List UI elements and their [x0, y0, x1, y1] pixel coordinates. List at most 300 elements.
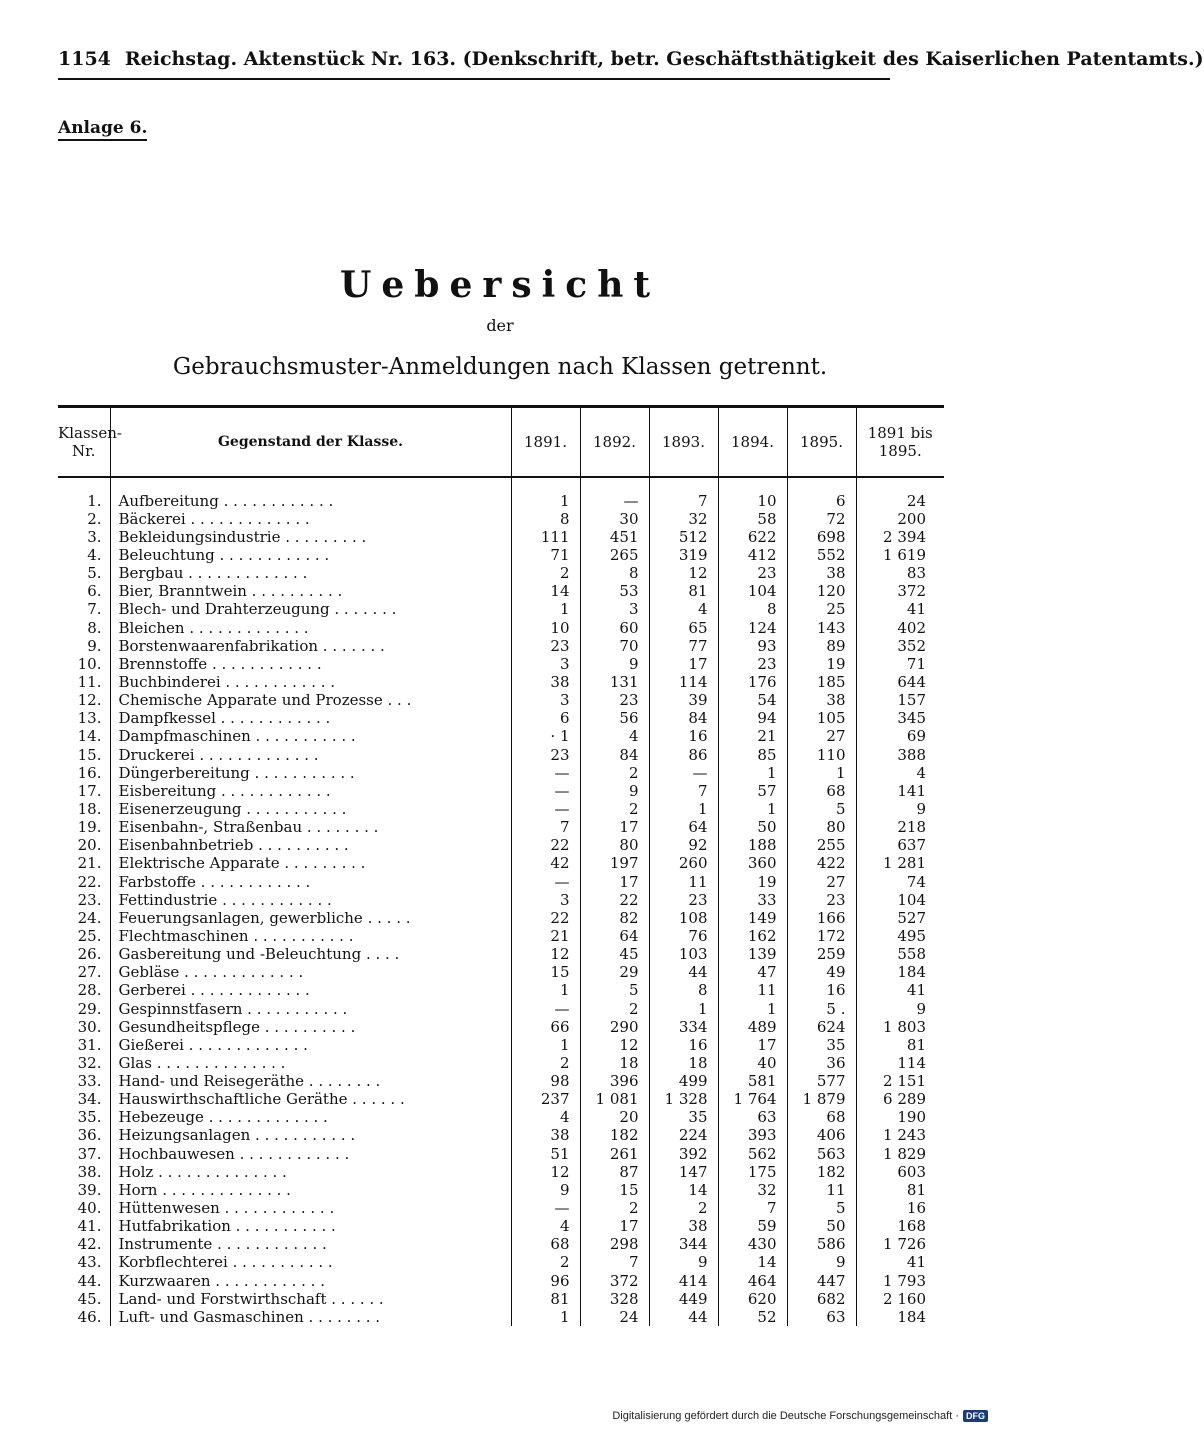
cell-1895: 9	[787, 1253, 856, 1271]
table-row	[58, 963, 944, 981]
cell-1892: 17	[580, 1217, 649, 1235]
cell-1894: 1	[718, 764, 787, 782]
row-nr: 1.	[58, 492, 110, 510]
cell-1892: 56	[580, 709, 649, 727]
cell-1891: 23	[511, 637, 580, 655]
cell-1891: 4	[511, 1217, 580, 1235]
cell-1893: 224	[649, 1126, 718, 1144]
cell-1893: 65	[649, 618, 718, 636]
cell-1891: 1	[511, 981, 580, 999]
cell-1894: 430	[718, 1235, 787, 1253]
table-row	[58, 1181, 944, 1199]
table-row	[58, 564, 944, 582]
cell-1892: 197	[580, 854, 649, 872]
row-name: Eisenbahn-, Straßenbau . . . . . . . .	[110, 818, 511, 836]
cell-1892: 2	[580, 999, 649, 1017]
cell-1895: 36	[787, 1054, 856, 1072]
cell-1894: 11	[718, 981, 787, 999]
cell-1892: 372	[580, 1272, 649, 1290]
cell-1892: 182	[580, 1126, 649, 1144]
row-name: Heizungsanlagen . . . . . . . . . . .	[110, 1126, 511, 1144]
row-nr: 26.	[58, 945, 110, 963]
cell-1895: 624	[787, 1018, 856, 1036]
cell-1891: 6	[511, 709, 580, 727]
cell-1895: 63	[787, 1308, 856, 1326]
table-row	[58, 836, 944, 854]
cell-total: 24	[906, 491, 926, 510]
footer-text: Digitalisierung gefördert durch die Deutsche Forschungsgemeinschaft ·	[612, 1410, 959, 1422]
cell-1892: 24	[580, 1308, 649, 1326]
cell-1893: 103	[649, 945, 718, 963]
cell-1892: 23	[580, 691, 649, 709]
table-row	[58, 1108, 944, 1126]
row-name: Elektrische Apparate . . . . . . . . .	[110, 854, 511, 872]
cell-1891: 14	[511, 582, 580, 600]
cell-1894: 412	[718, 546, 787, 564]
cell-1893: 39	[649, 691, 718, 709]
cell-1891: 7	[511, 818, 580, 836]
row-nr: 40.	[58, 1199, 110, 1217]
cell-1892: 1 081	[580, 1090, 649, 1108]
cell-1893: 392	[649, 1145, 718, 1163]
cell-1895: 1 879	[787, 1090, 856, 1108]
cell-1892: —	[580, 492, 649, 510]
cell-total: 157	[897, 691, 926, 710]
row-nr: 46.	[58, 1308, 110, 1326]
cell-1894: 464	[718, 1272, 787, 1290]
cell-total: 16	[906, 1199, 926, 1218]
row-name: Gebläse . . . . . . . . . . . . .	[110, 963, 511, 981]
cell-total: 2 151	[883, 1072, 926, 1091]
cell-total: 2 160	[883, 1289, 926, 1308]
cell-total: 637	[897, 836, 926, 855]
cell-total: 81	[906, 1035, 926, 1054]
cell-1894: 17	[718, 1036, 787, 1054]
row-name: Aufbereitung . . . . . . . . . . . .	[110, 492, 511, 510]
cell-1892: 82	[580, 909, 649, 927]
row-name: Land- und Forstwirthschaft . . . . . .	[110, 1290, 511, 1308]
cell-1892: 3	[580, 600, 649, 618]
cell-1893: 23	[649, 891, 718, 909]
page-header	[58, 48, 1204, 70]
cell-1895: 72	[787, 510, 856, 528]
cell-total: 41	[906, 981, 926, 1000]
table-row	[58, 1126, 944, 1144]
table-row	[58, 1199, 944, 1217]
cell-total: 41	[906, 600, 926, 619]
cell-1892: 9	[580, 782, 649, 800]
table-row	[58, 528, 944, 546]
cell-1894: 14	[718, 1253, 787, 1271]
cell-1894: 52	[718, 1308, 787, 1326]
table-row	[58, 745, 944, 763]
cell-total: 603	[897, 1162, 926, 1181]
cell-total: 372	[897, 582, 926, 601]
cell-1895: 50	[787, 1217, 856, 1235]
row-nr: 11.	[58, 673, 110, 691]
cell-1891: 1	[511, 492, 580, 510]
cell-total: 71	[906, 654, 926, 673]
cell-1892: 2	[580, 800, 649, 818]
row-name: Bleichen . . . . . . . . . . . . .	[110, 618, 511, 636]
cell-1895: 25	[787, 600, 856, 618]
table-row	[58, 981, 944, 999]
cell-1894: 360	[718, 854, 787, 872]
cell-1894: 32	[718, 1181, 787, 1199]
cell-total: 200	[897, 509, 926, 528]
cell-1893: 17	[649, 655, 718, 673]
cell-1893: 1 328	[649, 1090, 718, 1108]
row-nr: 28.	[58, 981, 110, 999]
row-nr: 6.	[58, 582, 110, 600]
cell-total: 141	[897, 781, 926, 800]
cell-1893: 147	[649, 1163, 718, 1181]
table-row	[58, 1163, 944, 1181]
cell-1891: —	[511, 1199, 580, 1217]
row-name: Blech- und Drahterzeugung . . . . . . .	[110, 600, 511, 618]
row-nr: 32.	[58, 1054, 110, 1072]
cell-1891: 38	[511, 1126, 580, 1144]
dfg-logo: DFG	[963, 1410, 988, 1422]
cell-total: 184	[897, 963, 926, 982]
cell-1893: 4	[649, 600, 718, 618]
cell-1893: 18	[649, 1054, 718, 1072]
table-row	[58, 1018, 944, 1036]
row-nr: 15.	[58, 745, 110, 763]
cell-total: 81	[906, 1180, 926, 1199]
cell-1891: 4	[511, 1108, 580, 1126]
cell-1891: 3	[511, 655, 580, 673]
table-row	[58, 1290, 944, 1308]
page-title: Uebersicht	[339, 264, 660, 306]
row-nr: 38.	[58, 1163, 110, 1181]
cell-total: 4	[916, 763, 926, 782]
row-name: Druckerei . . . . . . . . . . . . .	[110, 745, 511, 763]
cell-total: 218	[897, 818, 926, 837]
cell-1895: 38	[787, 691, 856, 709]
cell-1891: 15	[511, 963, 580, 981]
row-name: Eisbereitung . . . . . . . . . . . .	[110, 782, 511, 800]
row-name: Horn . . . . . . . . . . . . . .	[110, 1181, 511, 1199]
cell-1892: 261	[580, 1145, 649, 1163]
header-1893: 1893.	[649, 407, 718, 477]
cell-1892: 12	[580, 1036, 649, 1054]
cell-1891: 3	[511, 891, 580, 909]
table-row	[58, 655, 944, 673]
cell-1895: 172	[787, 927, 856, 945]
row-nr: 22.	[58, 872, 110, 890]
table-spacer-row	[58, 477, 944, 492]
cell-1891: 81	[511, 1290, 580, 1308]
cell-1892: 451	[580, 528, 649, 546]
table-row	[58, 909, 944, 927]
table-row	[58, 582, 944, 600]
cell-1893: 86	[649, 745, 718, 763]
cell-1893: 92	[649, 836, 718, 854]
cell-1891: 22	[511, 909, 580, 927]
cell-1893: 16	[649, 1036, 718, 1054]
row-name: Fettindustrie . . . . . . . . . . . .	[110, 891, 511, 909]
cell-1892: 4	[580, 727, 649, 745]
cell-1893: 449	[649, 1290, 718, 1308]
data-table-wrapper	[58, 405, 944, 1326]
cell-1895: 19	[787, 655, 856, 673]
cell-1892: 131	[580, 673, 649, 691]
row-nr: 4.	[58, 546, 110, 564]
table-row	[58, 872, 944, 890]
cell-1892: 60	[580, 618, 649, 636]
cell-1892: 290	[580, 1018, 649, 1036]
cell-1892: 5	[580, 981, 649, 999]
cell-1892: 2	[580, 764, 649, 782]
table-row	[58, 600, 944, 618]
table-row	[58, 1253, 944, 1271]
table-row	[58, 546, 944, 564]
table-body	[58, 477, 944, 1326]
row-nr: 34.	[58, 1090, 110, 1108]
cell-1894: 188	[718, 836, 787, 854]
cell-total: 114	[897, 1053, 926, 1072]
table-row	[58, 510, 944, 528]
cell-1891: 1	[511, 1036, 580, 1054]
cell-1891: 2	[511, 1253, 580, 1271]
row-nr: 2.	[58, 510, 110, 528]
page-number: 1154	[58, 48, 111, 70]
cell-1891: 12	[511, 1163, 580, 1181]
cell-1895: 6	[787, 492, 856, 510]
row-name: Feuerungsanlagen, gewerbliche . . . . .	[110, 909, 511, 927]
cell-1893: 8	[649, 981, 718, 999]
cell-1892: 53	[580, 582, 649, 600]
table-row	[58, 854, 944, 872]
cell-1891: 51	[511, 1145, 580, 1163]
header-1892: 1892.	[580, 407, 649, 477]
row-nr: 16.	[58, 764, 110, 782]
cell-1892: 70	[580, 637, 649, 655]
row-name: Gasbereitung und -Beleuchtung . . . .	[110, 945, 511, 963]
cell-1894: 562	[718, 1145, 787, 1163]
cell-1893: 1	[649, 999, 718, 1017]
row-nr: 42.	[58, 1235, 110, 1253]
row-name: Hauswirthschaftliche Geräthe . . . . . .	[110, 1090, 511, 1108]
cell-1894: 23	[718, 655, 787, 673]
row-nr: 30.	[58, 1018, 110, 1036]
table-row	[58, 727, 944, 745]
row-name: Borstenwaarenfabrikation . . . . . . .	[110, 637, 511, 655]
cell-1891: 3	[511, 691, 580, 709]
cell-1891: 22	[511, 836, 580, 854]
cell-total: 2 394	[883, 527, 926, 546]
cell-1895: 698	[787, 528, 856, 546]
cell-total: 104	[897, 890, 926, 909]
table-row	[58, 637, 944, 655]
cell-1893: 1	[649, 800, 718, 818]
cell-1893: 334	[649, 1018, 718, 1036]
cell-1894: 104	[718, 582, 787, 600]
cell-1891: 1	[511, 1308, 580, 1326]
table-row	[58, 691, 944, 709]
cell-total: 1 281	[883, 854, 926, 873]
page-subtitle: Gebrauchsmuster-Anmeldungen nach Klassen getrennt.	[172, 354, 828, 380]
cell-1893: 7	[649, 782, 718, 800]
cell-1892: 22	[580, 891, 649, 909]
cell-1894: 63	[718, 1108, 787, 1126]
cell-1895: 27	[787, 727, 856, 745]
row-nr: 23.	[58, 891, 110, 909]
cell-1895: 120	[787, 582, 856, 600]
cell-1891: 9	[511, 1181, 580, 1199]
cell-1893: 76	[649, 927, 718, 945]
row-name: Instrumente . . . . . . . . . . . .	[110, 1235, 511, 1253]
cell-1895: 422	[787, 854, 856, 872]
row-name: Hutfabrikation . . . . . . . . . . .	[110, 1217, 511, 1235]
table-row	[58, 1217, 944, 1235]
cell-1895: 110	[787, 745, 856, 763]
cell-1893: 114	[649, 673, 718, 691]
row-nr: 41.	[58, 1217, 110, 1235]
row-nr: 25.	[58, 927, 110, 945]
cell-1894: 40	[718, 1054, 787, 1072]
row-name: Eisenbahnbetrieb . . . . . . . . . .	[110, 836, 511, 854]
row-name: Eisenerzeugung . . . . . . . . . . .	[110, 800, 511, 818]
cell-1895: 586	[787, 1235, 856, 1253]
cell-total: 69	[906, 727, 926, 746]
table-row	[58, 709, 944, 727]
anlage-label: Anlage 6.	[58, 118, 147, 141]
cell-1895: 5	[787, 800, 856, 818]
header-total: 1891 bis 1895.	[856, 407, 944, 477]
cell-1891: 12	[511, 945, 580, 963]
header-1894: 1894.	[718, 407, 787, 477]
cell-1895: 5	[787, 1199, 856, 1217]
cell-1895: 255	[787, 836, 856, 854]
header-rule	[58, 78, 890, 80]
cell-1893: 44	[649, 963, 718, 981]
cell-1894: 489	[718, 1018, 787, 1036]
row-name: Holz . . . . . . . . . . . . . .	[110, 1163, 511, 1181]
cell-1895: 49	[787, 963, 856, 981]
table-row	[58, 1036, 944, 1054]
cell-total: 6 289	[883, 1090, 926, 1109]
row-nr: 10.	[58, 655, 110, 673]
cell-total: 1 619	[883, 545, 926, 564]
row-nr: 36.	[58, 1126, 110, 1144]
row-nr: 37.	[58, 1145, 110, 1163]
table-row	[58, 1235, 944, 1253]
cell-total: 41	[906, 1253, 926, 1272]
cell-1893: 499	[649, 1072, 718, 1090]
table-row	[58, 999, 944, 1017]
cell-1895: 577	[787, 1072, 856, 1090]
table-row	[58, 800, 944, 818]
row-nr: 29.	[58, 999, 110, 1017]
row-name: Gerberei . . . . . . . . . . . . .	[110, 981, 511, 999]
cell-1892: 84	[580, 745, 649, 763]
cell-1892: 20	[580, 1108, 649, 1126]
cell-1891: 21	[511, 927, 580, 945]
cell-1894: 50	[718, 818, 787, 836]
row-name: Bekleidungsindustrie . . . . . . . . .	[110, 528, 511, 546]
table-row	[58, 782, 944, 800]
cell-total: 388	[897, 745, 926, 764]
cell-1894: 622	[718, 528, 787, 546]
cell-1892: 298	[580, 1235, 649, 1253]
cell-1892: 9	[580, 655, 649, 673]
row-name: Hochbauwesen . . . . . . . . . . . .	[110, 1145, 511, 1163]
header-text: Reichstag. Aktenstück Nr. 163. (Denkschrift, betr. Geschäftsthätigkeit des Kaiserlichen Patentamts.)	[124, 48, 1204, 70]
cell-1895: 447	[787, 1272, 856, 1290]
cell-1892: 8	[580, 564, 649, 582]
cell-1892: 396	[580, 1072, 649, 1090]
row-nr: 44.	[58, 1272, 110, 1290]
cell-total: 527	[897, 908, 926, 927]
row-name: Brennstoffe . . . . . . . . . . . .	[110, 655, 511, 673]
cell-total: 352	[897, 636, 926, 655]
row-nr: 33.	[58, 1072, 110, 1090]
row-name: Gespinnstfasern . . . . . . . . . . .	[110, 999, 511, 1017]
row-name: Luft- und Gasmaschinen . . . . . . . .	[110, 1308, 511, 1326]
cell-1892: 29	[580, 963, 649, 981]
cell-1891: 66	[511, 1018, 580, 1036]
cell-1893: 16	[649, 727, 718, 745]
cell-total: 74	[906, 872, 926, 891]
cell-1893: 35	[649, 1108, 718, 1126]
cell-1895: 23	[787, 891, 856, 909]
cell-1892: 15	[580, 1181, 649, 1199]
cell-1895: 35	[787, 1036, 856, 1054]
table-header-row	[58, 407, 944, 477]
header-gegenstand: Gegenstand der Klasse.	[110, 407, 511, 477]
cell-1893: 9	[649, 1253, 718, 1271]
cell-1893: 108	[649, 909, 718, 927]
cell-1894: 59	[718, 1217, 787, 1235]
cell-1892: 64	[580, 927, 649, 945]
cell-1891: 1	[511, 600, 580, 618]
cell-1891: 38	[511, 673, 580, 691]
row-name: Kurzwaaren . . . . . . . . . . . .	[110, 1272, 511, 1290]
cell-1894: 47	[718, 963, 787, 981]
row-nr: 39.	[58, 1181, 110, 1199]
row-name: Buchbinderei . . . . . . . . . . . .	[110, 673, 511, 691]
row-nr: 14.	[58, 727, 110, 745]
cell-1894: 620	[718, 1290, 787, 1308]
cell-1894: 1	[718, 999, 787, 1017]
cell-1895: 143	[787, 618, 856, 636]
table-row	[58, 1272, 944, 1290]
subtitle-der: der	[486, 316, 514, 335]
row-nr: 3.	[58, 528, 110, 546]
cell-1894: 139	[718, 945, 787, 963]
cell-1892: 45	[580, 945, 649, 963]
cell-1892: 87	[580, 1163, 649, 1181]
row-nr: 9.	[58, 637, 110, 655]
cell-1894: 10	[718, 492, 787, 510]
table-row	[58, 618, 944, 636]
footer	[612, 1410, 988, 1422]
row-name: Hüttenwesen . . . . . . . . . . . .	[110, 1199, 511, 1217]
header-1895: 1895.	[787, 407, 856, 477]
cell-1895: 406	[787, 1126, 856, 1144]
cell-1895: 89	[787, 637, 856, 655]
cell-total: 1 243	[883, 1126, 926, 1145]
row-nr: 19.	[58, 818, 110, 836]
cell-1895: 552	[787, 546, 856, 564]
row-nr: 20.	[58, 836, 110, 854]
cell-total: 1 803	[883, 1017, 926, 1036]
cell-1895: 80	[787, 818, 856, 836]
cell-1894: 54	[718, 691, 787, 709]
row-nr: 13.	[58, 709, 110, 727]
